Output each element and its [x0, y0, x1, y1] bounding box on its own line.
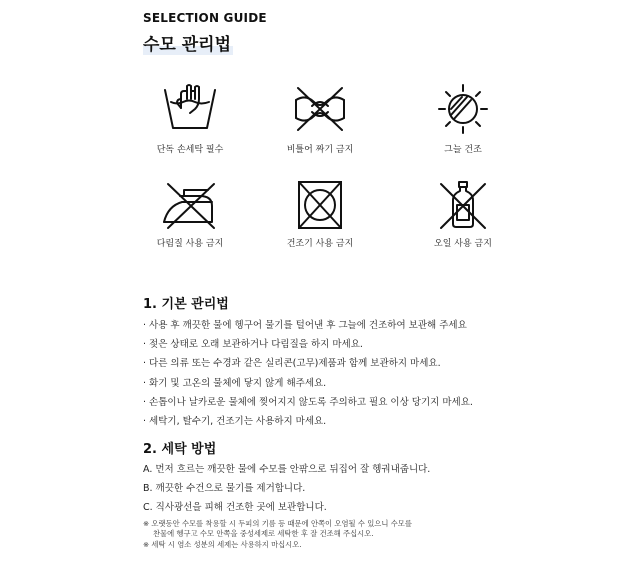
- note-text: ※ 세탁 시 염소 성분의 세제는 사용하지 마십시오.: [143, 539, 302, 549]
- list-item: C. 직사광선을 피해 건조한 곳에 보관합니다.: [143, 502, 327, 513]
- care-icon-do-not-wring: [260, 82, 380, 155]
- do-not-wring-icon: [290, 82, 350, 136]
- guide-label: SELECTION GUIDE: [143, 11, 267, 25]
- hand-wash-icon: [160, 82, 220, 136]
- care-icon-do-not-tumble-dry: [260, 180, 380, 249]
- list-item: · 손톱이나 날카로운 물체에 찢어지지 않도록 주의하고 필요 이상 당기지 마세요.: [143, 396, 473, 408]
- care-icon-hand-wash: [130, 82, 250, 155]
- list-item: · 화기 및 고온의 물체에 닿지 않게 해주세요.: [143, 377, 327, 389]
- wash-method-title: 2. 세탁 방법: [143, 442, 217, 457]
- care-icon-label: 오일 사용 금지: [434, 239, 492, 249]
- note-text: ※ 오랫동안 수모를 착용할 시 두피의 기름 등 때문에 안쪽이 오염될 수 있으니 수모를: [143, 519, 412, 528]
- care-icon-dry-in-shade: [403, 82, 523, 155]
- wash-notes: [143, 519, 613, 550]
- page-title-text: 수모 관리법: [143, 35, 232, 55]
- basic-care-list: [143, 316, 613, 431]
- page-title: [143, 30, 233, 55]
- care-icon-label: 건조기 사용 금지: [286, 239, 354, 249]
- care-icon-label: 다림질 사용 금지: [156, 239, 224, 249]
- note-text: 찬물에 헹구고 수모 안쪽을 중성세제로 세탁한 후 잘 건조해 주십시오.: [153, 529, 374, 539]
- no-oil-icon: [433, 180, 493, 230]
- care-icon-do-not-iron: [130, 180, 250, 249]
- list-item: · 젖은 상태로 오래 보관하거나 다림질을 하지 마세요.: [143, 339, 363, 351]
- list-item: · 사용 후 깨끗한 물에 헹구어 물기를 털어낸 후 그늘에 건조하여 보관해 주세요: [143, 320, 467, 331]
- do-not-tumble-dry-icon: [290, 180, 350, 230]
- wash-steps-list: [143, 460, 613, 517]
- care-icon-label: 단독 손세탁 필수: [156, 145, 224, 155]
- list-item: B. 깨끗한 수건으로 물기를 제거합니다.: [143, 483, 306, 494]
- care-icon-label: 비틀어 짜기 금지: [286, 145, 354, 155]
- list-item: · 다른 의류 또는 수경과 같은 실리콘(고무)제품과 함께 보관하지 마세요.: [143, 358, 441, 370]
- care-icon-no-oil: [403, 180, 523, 249]
- basic-care-title: 1. 기본 관리법: [143, 297, 229, 312]
- do-not-iron-icon: [160, 180, 220, 230]
- care-icon-label: 그늘 건조: [444, 145, 482, 155]
- dry-in-shade-icon: [433, 82, 493, 136]
- list-item: · 세탁기, 탈수기, 건조기는 사용하지 마세요.: [143, 415, 327, 427]
- list-item: A. 먼저 흐르는 깨끗한 물에 수모를 안팎으로 뒤집어 잘 헹궈내줍니다.: [143, 464, 431, 475]
